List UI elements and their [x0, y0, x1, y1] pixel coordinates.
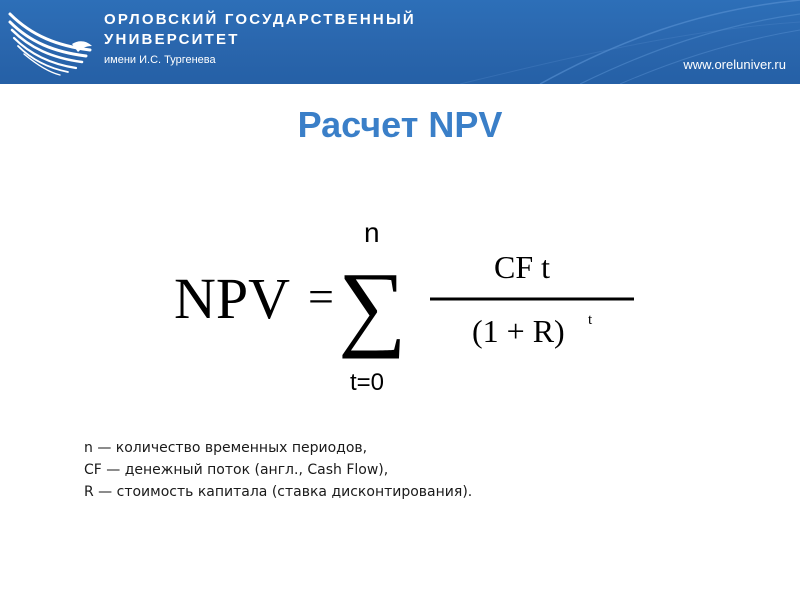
formula-numerator: CF t [494, 249, 551, 285]
formula-lower-limit: t=0 [350, 369, 385, 396]
formula-legend [84, 437, 764, 503]
formula-lhs: NPV [174, 266, 291, 331]
legend-line-cf: CF — денежный поток (англ., Cash Flow), [84, 462, 389, 478]
eagle-wing-logo-icon [6, 6, 94, 78]
slide-title: Расчет NPV [297, 104, 503, 145]
formula-denominator: (1 + R) [472, 313, 565, 349]
formula-equals: = [308, 271, 334, 322]
legend-line-n: n — количество временных периодов, [84, 440, 368, 456]
header-banner [0, 0, 800, 84]
formula-sum-symbol: ∑ [338, 252, 407, 359]
university-name-line2: УНИВЕРСИТЕТ [104, 31, 240, 48]
university-name-line1: ОРЛОВСКИЙ ГОСУДАРСТВЕННЫЙ [104, 11, 416, 28]
website-link[interactable]: www.oreluniver.ru [683, 57, 786, 72]
formula-exponent: t [588, 312, 593, 328]
npv-formula [150, 190, 670, 410]
formula-upper-limit: n [364, 217, 380, 248]
university-name-line3: имени И.С. Тургенева [104, 54, 216, 66]
legend-line-r: R — стоимость капитала (ставка дисконтирования). [84, 484, 473, 500]
